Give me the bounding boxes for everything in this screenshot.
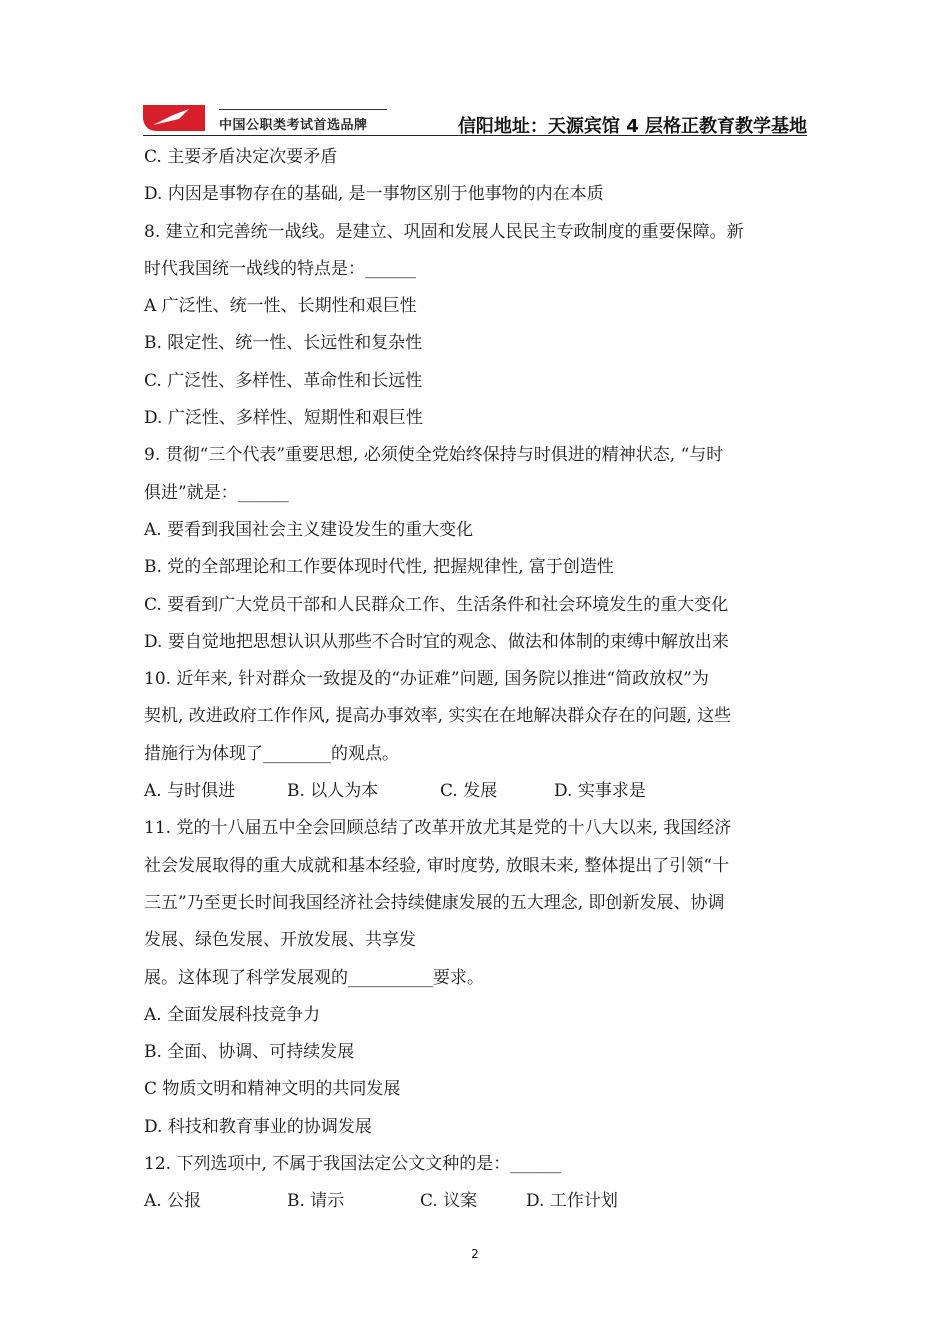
header-address: 信阳地址：天源宾馆 4 层格正教育教学基地 [457, 116, 807, 137]
brand-logo [143, 105, 205, 131]
option-line: B. 全面、协调、可持续发展 [144, 1042, 355, 1063]
question-11: 11. 党的十八届五中全会回顾总结了改革开放尤其是党的十八大以来, 我国经济 [144, 818, 732, 839]
question-8: 8. 建立和完善统一战线。是建立、巩固和发展人民民主专政制度的重要保障。新 [144, 221, 744, 242]
option-line: C. 要看到广大党员干部和人民群众工作、生活条件和社会环境发生的重大变化 [144, 594, 729, 615]
text-line: 契机, 改进政府工作作风, 提高办事效率, 实实在在地解决群众存在的问题, 这些 [144, 706, 732, 727]
option-b: B. 以人为本 [287, 781, 379, 802]
option-line: A 广泛性、统一性、长期性和艰巨性 [144, 296, 417, 317]
option-a: A. 与时俱进 [144, 781, 236, 802]
text-line: 时代我国统一战线的特点是：______ [144, 258, 416, 279]
header-rule [143, 135, 807, 136]
option-d: D. 实事求是 [554, 781, 646, 802]
options-row-q10 [144, 773, 814, 810]
document-body [144, 139, 814, 1221]
option-b: B. 请示 [287, 1191, 345, 1212]
brand-rule [219, 109, 387, 110]
option-line: B. 党的全部理论和工作要体现时代性, 把握规律性, 富于创造性 [144, 557, 614, 578]
brand-slogan: 中国公职类考试首选品牌 [219, 118, 368, 133]
option-line: A. 全面发展科技竞争力 [144, 1004, 321, 1025]
option-line: D. 广泛性、多样性、短期性和艰巨性 [144, 408, 423, 429]
option-a: A. 公报 [144, 1191, 202, 1212]
option-line: C 物质文明和精神文明的共同发展 [144, 1079, 401, 1100]
text-line: C. 主要矛盾决定次要矛盾 [144, 147, 338, 167]
option-c: C. 发展 [440, 781, 498, 802]
option-line: B. 限定性、统一性、长远性和复杂性 [144, 333, 423, 354]
page-header [143, 100, 807, 136]
text-line: 俱进”就是：______ [144, 482, 289, 503]
option-line: C. 广泛性、多样性、革命性和长远性 [144, 370, 423, 391]
question-9: 9. 贯彻“三个代表”重要思想, 必须使全党始终保持与时俱进的精神状态, “与时 [144, 445, 724, 466]
option-c: C. 议案 [420, 1191, 478, 1212]
text-line: 展。这体现了科学发展观的__________要求。 [144, 967, 484, 988]
question-12: 12. 下列选项中, 不属于我国法定公文文种的是：______ [144, 1154, 562, 1175]
options-row-q12 [144, 1183, 814, 1220]
option-line: D. 科技和教育事业的协调发展 [144, 1116, 372, 1137]
page-number: 2 [471, 1247, 479, 1261]
option-line: A. 要看到我国社会主义建设发生的重大变化 [144, 519, 474, 540]
option-line: D. 要自觉地把思想认识从那些不合时宜的观念、做法和体制的束缚中解放出来 [144, 631, 729, 652]
option-d: D. 工作计划 [526, 1191, 618, 1212]
text-line: 三五”乃至更长时间我国经济社会持续健康发展的五大理念, 即创新发展、协调 [144, 892, 725, 913]
question-10: 10. 近年来, 针对群众一致提及的“办证难”问题, 国务院以推进“简政放权”为 [144, 669, 709, 690]
text-line: 社会发展取得的重大成就和基本经验, 审时度势, 放眼未来, 整体提出了引领“十 [144, 855, 730, 876]
text-line: 发展、绿色发展、开放发展、共享发 [144, 930, 416, 951]
text-line: D. 内因是事物存在的基础, 是一事物区别于他事物的内在本质 [144, 184, 604, 205]
text-line: 措施行为体现了________的观点。 [144, 743, 399, 764]
